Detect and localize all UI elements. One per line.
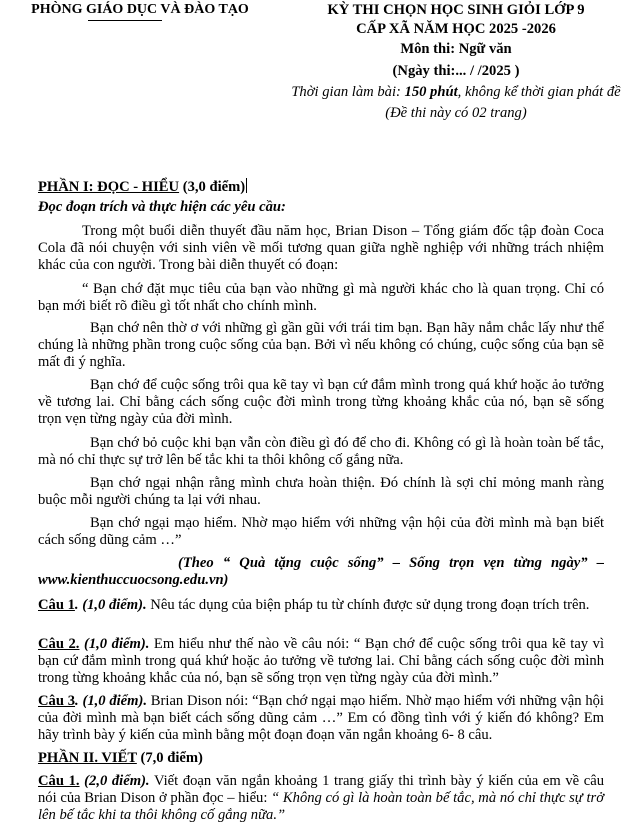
exam-level-year: CẤP XÃ NĂM HỌC 2025 -2026 bbox=[356, 21, 556, 37]
part2-title: PHẦN II. VIẾT bbox=[38, 750, 137, 766]
part2-heading bbox=[38, 750, 604, 767]
header-divider bbox=[88, 20, 162, 21]
exam-time-suffix: , không kể thời gian phát đề bbox=[457, 84, 621, 100]
excerpt-paragraph-6: Bạn chớ ngại mạo hiểm. Nhờ mạo hiểm với những vận hội của đời mình mà bạn biết cách sống dũng cảm …” bbox=[38, 515, 604, 548]
question-1 bbox=[38, 597, 604, 614]
exam-time-prefix: Thời gian làm bài: bbox=[291, 84, 405, 100]
text-cursor bbox=[246, 178, 247, 193]
question-3-label: Câu 3 bbox=[38, 693, 76, 709]
exam-title: KỲ THI CHỌN HỌC SINH GIỎI LỚP 9 bbox=[327, 2, 585, 18]
department-name: PHÒNG GIÁO DỤC VÀ ĐÀO TẠO bbox=[31, 2, 249, 17]
excerpt-paragraph-5: Bạn chớ ngại nhận rằng mình chưa hoàn thiện. Đó chính là sợi chỉ mỏng manh ràng buộc mỗi người chúng ta lại với nhau. bbox=[38, 475, 604, 508]
excerpt-paragraph-1: “ Bạn chớ đặt mục tiêu của bạn vào những gì mà người khác cho là quan trọng. Chỉ có bạn mới biết rõ điều gì tốt nhất cho chính mình. bbox=[38, 281, 604, 314]
part2-question-1-text: Viết đoạn văn ngắn khoảng 1 trang giấy thi trình bày ý kiến của em về câu nói của Brian Dison ở phần đọc – hiểu: bbox=[38, 773, 605, 806]
question-1-label: Câu 1 bbox=[38, 597, 75, 613]
question-1-text: Nêu tác dụng của biện pháp tu từ chính được sử dụng trong đoạn trích trên. bbox=[146, 597, 590, 613]
part2-question-1-label: Câu 1. bbox=[38, 773, 80, 789]
part1-points: (3,0 điểm) bbox=[179, 179, 246, 195]
part2-question-1 bbox=[38, 773, 604, 824]
exam-time-value: 150 phút bbox=[404, 84, 458, 100]
question-2-points: (1,0 điểm). bbox=[79, 636, 150, 652]
part1-intro: Trong một buổi diễn thuyết đầu năm học, Brian Dison – Tổng giám đốc tập đoàn Coca Cola đã nói chuyện với sinh viên về mối tương quan giữa nghề nghiệp với những trách nhiệm khác của con người. Trong bài diễn thuyết có đoạn: bbox=[38, 223, 604, 273]
excerpt-source: (Theo “ Quà tặng cuộc sống” – Sống trọn vẹn từng ngày” – www.kienthuccuocsong.edu.vn) bbox=[38, 555, 604, 588]
question-2 bbox=[38, 636, 604, 687]
part1-heading bbox=[38, 178, 604, 196]
exam-time bbox=[270, 84, 639, 101]
excerpt-paragraph-4: Bạn chớ bỏ cuộc khi bạn vẫn còn điều gì đó để cho đi. Không có gì là hoàn toàn bế tắc, mà nó chỉ thực sự trở lên bế tắc khi ta thôi không cố gắng nữa. bbox=[38, 435, 604, 468]
excerpt-paragraph-2: Bạn chớ nên thờ ơ với những gì gần gũi với trái tim bạn. Bạn hãy nắm chắc lấy như thể chúng là những phần trong cuộc sống của bạn. Bởi vì nếu không có chúng, cuộc sống của bạn sẽ mất đi ý nghĩa. bbox=[38, 320, 604, 370]
question-2-label: Câu 2. bbox=[38, 636, 80, 652]
excerpt-paragraph-3: Bạn chớ để cuộc sống trôi qua kẽ tay vì bạn cứ đắm mình trong quá khứ hoặc ảo tưởng về tương lai. Chỉ bằng cách sống cuộc đời mình trong từng khoảng khắc của nó, bạn sẽ sống trọn vẹn từng ngày của đời mình. bbox=[38, 377, 604, 427]
question-3 bbox=[38, 693, 604, 744]
question-1-points: . (1,0 điểm). bbox=[74, 597, 147, 613]
part2-points: (7,0 điểm) bbox=[136, 750, 203, 766]
exam-pages-note: (Đề thi này có 02 trang) bbox=[385, 105, 527, 121]
question-3-text: Brian Dison nói: “Bạn chớ ngại mạo hiểm. Nhờ mạo hiểm với những vận hội của đời mình mà bạn biết cách sống dũng cảm …” Em có đồng tình với ý kiến đó không? Em hãy trình bày ý kiến của mình bằng một đoạn đoạn văn ngắn khoảng 6- 8 câu. bbox=[38, 693, 604, 743]
exam-date: (Ngày thi:... / /2025 ) bbox=[392, 63, 520, 79]
exam-subject: Môn thi: Ngữ văn bbox=[400, 41, 512, 57]
part2-question-1-points: (2,0 điểm). bbox=[79, 773, 150, 789]
question-3-points: . (1,0 điểm). bbox=[75, 693, 148, 709]
part2-question-1-quote: “ Không có gì là hoàn toàn bế tắc, mà nó chỉ thực sự trở lên bế tắc khi ta thôi không cố gắng nữa.” bbox=[38, 790, 604, 823]
part1-title: PHẦN I: ĐỌC - HIỂU bbox=[38, 179, 180, 195]
part1-instruction: Đọc đoạn trích và thực hiện các yêu cầu: bbox=[38, 199, 286, 215]
question-2-text: Em hiểu như thế nào về câu nói: “ Bạn chớ để cuộc sống trôi qua kẽ tay vì bạn cứ đắm mình trong quá khứ hoặc ảo tưởng về tương lai. Chỉ bằng cách sống cuộc đời mình trong từng khoảng khắc của nó, bạn sẽ sống trọn vẹn từng ngày của đời mình.” bbox=[38, 636, 605, 686]
